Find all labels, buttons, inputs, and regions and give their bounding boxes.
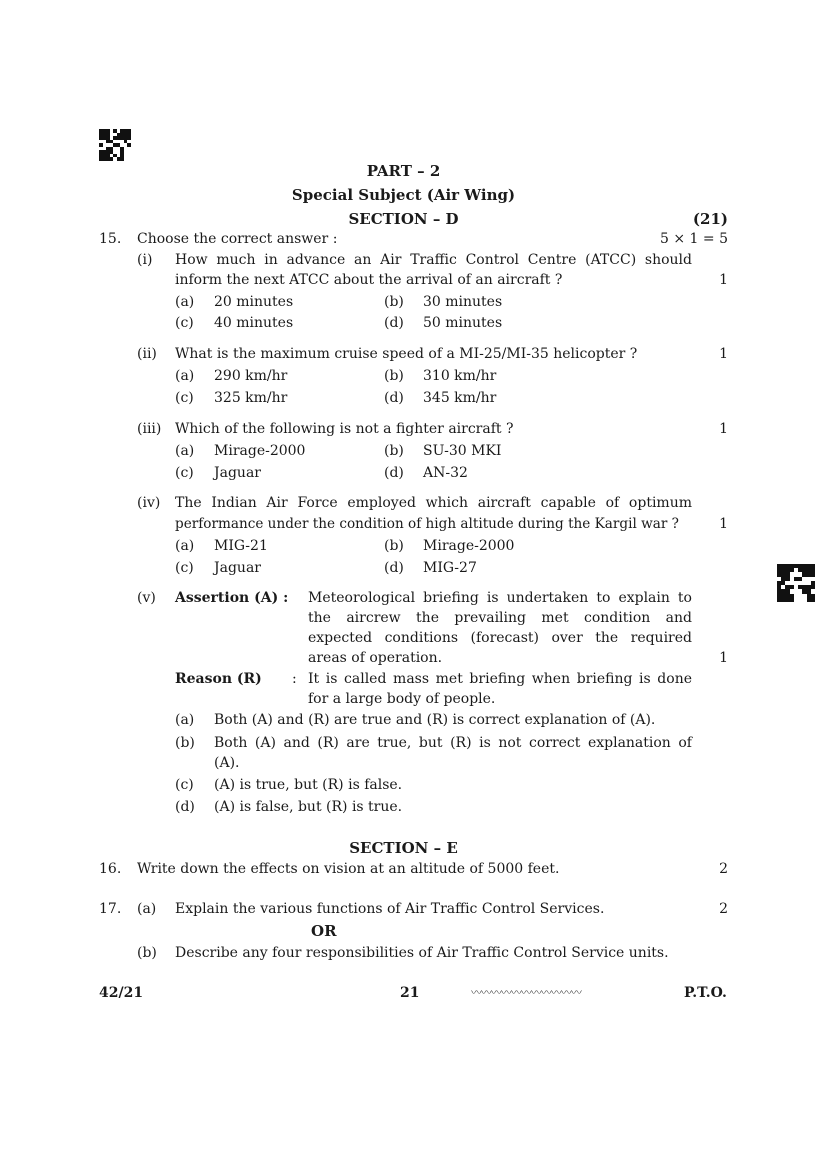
sub-question-marks: 1 xyxy=(719,516,728,532)
sub-question-label: (a) xyxy=(137,901,157,917)
assertion-text: Meteorological briefing is undertaken to explain to xyxy=(308,590,692,606)
subject-title: Special Subject (Air Wing) xyxy=(291,186,516,204)
assertion-text: areas of operation. xyxy=(308,650,443,666)
sub-question-label: (ii) xyxy=(137,346,157,362)
qr-code-icon-side xyxy=(777,564,815,602)
question-marks: 2 xyxy=(719,861,728,877)
sub-question-label: (v) xyxy=(137,590,156,606)
pto-label: P.T.O. xyxy=(684,985,727,1001)
option-text: SU-30 MKI xyxy=(423,443,502,459)
sub-question-text: What is the maximum cruise speed of a MI-25/MI-35 helicopter ? xyxy=(175,346,638,362)
option-label: (c) xyxy=(175,777,194,793)
option-label: (d) xyxy=(384,560,404,576)
option-label: (a) xyxy=(175,294,195,310)
option-label: (a) xyxy=(175,443,195,459)
sub-question-label: (b) xyxy=(137,945,157,961)
option-label: (a) xyxy=(175,712,195,728)
sub-question-text: Which of the following is not a fighter aircraft ? xyxy=(175,421,514,437)
option-text: 30 minutes xyxy=(423,294,503,310)
option-label: (c) xyxy=(175,465,194,481)
question-number: 15. xyxy=(99,231,122,247)
question-instruction: Choose the correct answer : xyxy=(137,231,338,247)
part-title: PART – 2 xyxy=(366,162,441,180)
option-label: (d) xyxy=(384,390,404,406)
option-text: Jaguar xyxy=(214,560,261,576)
assertion-text: expected conditions (forecast) over the required xyxy=(308,630,692,646)
sub-question-label: (i) xyxy=(137,252,153,268)
option-label: (a) xyxy=(175,368,195,384)
option-text: (A). xyxy=(214,755,240,771)
qr-module xyxy=(811,598,815,602)
option-text: 20 minutes xyxy=(214,294,294,310)
sub-question-text: performance under the condition of high altitude during the Kargil war ? xyxy=(175,516,679,532)
option-text: 325 km/hr xyxy=(214,390,288,406)
option-text: 290 km/hr xyxy=(214,368,288,384)
sub-question-marks: 1 xyxy=(719,272,728,288)
question-text: Describe any four responsibilities of Air Traffic Control Service units. xyxy=(175,945,669,961)
sub-question-marks: 1 xyxy=(719,650,728,666)
sub-question-text: inform the next ATCC about the arrival of an aircraft ? xyxy=(175,272,563,288)
option-label: (a) xyxy=(175,538,195,554)
question-marks: 2 xyxy=(719,901,728,917)
option-label: (c) xyxy=(175,315,194,331)
option-label: (d) xyxy=(384,465,404,481)
qr-module xyxy=(127,157,131,161)
assertion-text: the aircrew the prevailing met condition and xyxy=(308,610,692,626)
option-text: Mirage-2000 xyxy=(214,443,306,459)
option-text: 50 minutes xyxy=(423,315,503,331)
section-e-title: SECTION – E xyxy=(349,839,458,857)
option-text: 345 km/hr xyxy=(423,390,497,406)
paper-code: 42/21 xyxy=(99,985,144,1001)
option-label: (b) xyxy=(175,735,195,751)
sub-question-text: How much in advance an Air Traffic Control Centre (ATCC) should xyxy=(175,252,692,268)
option-text: 40 minutes xyxy=(214,315,294,331)
section-d-marks: (21) xyxy=(692,210,728,228)
option-label: (c) xyxy=(175,390,194,406)
option-text: 310 km/hr xyxy=(423,368,497,384)
reason-label: Reason (R) xyxy=(175,671,262,687)
sub-question-label: (iii) xyxy=(137,421,162,437)
option-label: (b) xyxy=(384,368,404,384)
option-text: (A) is true, but (R) is false. xyxy=(214,777,403,793)
section-d-title: SECTION – D xyxy=(348,210,459,228)
option-label: (b) xyxy=(384,538,404,554)
option-text: Jaguar xyxy=(214,465,261,481)
option-label: (b) xyxy=(384,443,404,459)
option-text: Mirage-2000 xyxy=(423,538,515,554)
option-label: (d) xyxy=(384,315,404,331)
question-number: 16. xyxy=(99,861,122,877)
option-label: (b) xyxy=(384,294,404,310)
reason-text: for a large body of people. xyxy=(308,691,496,707)
sub-question-marks: 1 xyxy=(719,346,728,362)
option-text: MIG-27 xyxy=(423,560,477,576)
question-marks: 5 × 1 = 5 xyxy=(660,231,728,247)
page-number: 21 xyxy=(400,985,420,1001)
option-text: (A) is false, but (R) is true. xyxy=(214,799,403,815)
option-text: Both (A) and (R) are true and (R) is correct explanation of (A). xyxy=(214,712,656,728)
question-text: Write down the effects on vision at an altitude of 5000 feet. xyxy=(137,861,560,877)
assertion-label: Assertion (A) : xyxy=(175,590,289,606)
sub-question-label: (iv) xyxy=(137,495,161,511)
qr-code-icon-top xyxy=(99,129,131,161)
question-text: Explain the various functions of Air Traffic Control Services. xyxy=(175,901,605,917)
option-label: (c) xyxy=(175,560,194,576)
sub-question-text: The Indian Air Force employed which aircraft capable of optimum xyxy=(175,495,692,511)
option-text: AN-32 xyxy=(423,465,468,481)
option-label: (d) xyxy=(175,799,195,815)
reason-colon: : xyxy=(292,671,297,687)
option-text: MIG-21 xyxy=(214,538,268,554)
question-number: 17. xyxy=(99,901,122,917)
sub-question-marks: 1 xyxy=(719,421,728,437)
reason-text: It is called mass met briefing when briefing is done xyxy=(308,671,692,687)
option-text: Both (A) and (R) are true, but (R) is not correct explanation of xyxy=(214,735,692,751)
or-separator: OR xyxy=(311,922,337,940)
wave-decoration: 〰〰〰〰〰〰〰〰〰〰〰 xyxy=(471,986,581,999)
